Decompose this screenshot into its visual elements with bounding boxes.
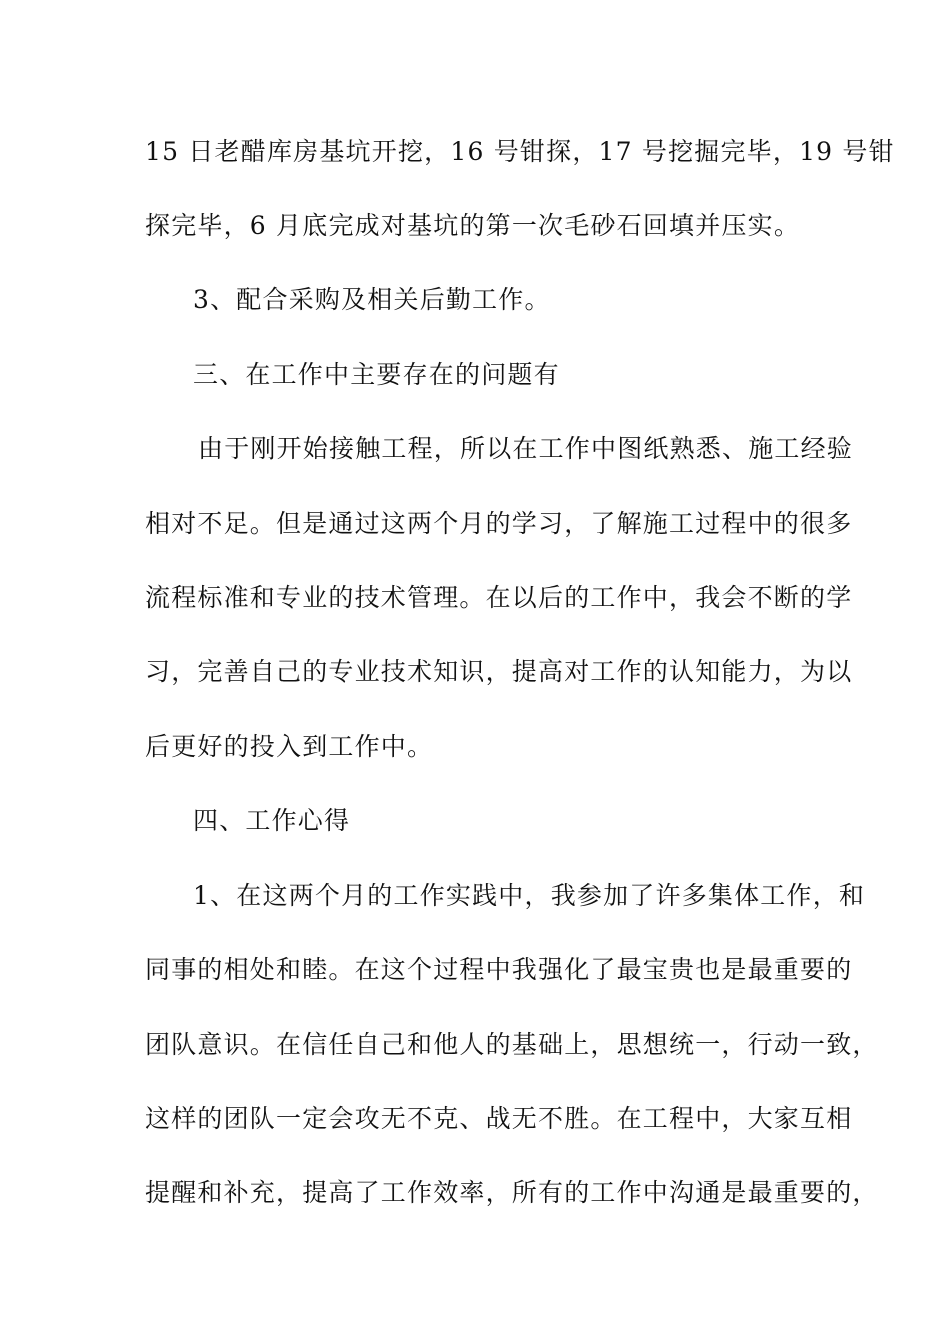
text-line: 同事的相处和睦。在这个过程中我强化了最宝贵也是最重要的 [145, 955, 853, 984]
text-line: 1、在这两个月的工作实践中，我参加了许多集体工作，和 [193, 881, 866, 910]
text-line: 相对不足。但是通过这两个月的学习，了解施工过程中的很多 [145, 509, 853, 538]
text-line: 15 日老醋库房基坑开挖，16 号钳探，17 号挖掘完毕，19 号钳 [145, 137, 895, 166]
text-line: 这样的团队一定会攻无不克、战无不胜。在工程中，大家互相 [145, 1104, 853, 1133]
section-heading: 三、在工作中主要存在的问题有 [193, 360, 560, 389]
text-line: 团队意识。在信任自己和他人的基础上，思想统一，行动一致， [145, 1030, 879, 1059]
list-item: 3、配合采购及相关后勤工作。 [193, 285, 551, 314]
text-line: 由于刚开始接触工程，所以在工作中图纸熟悉、施工经验 [198, 434, 854, 463]
text-line: 习，完善自己的专业技术知识，提高对工作的认知能力，为以 [145, 657, 853, 686]
text-line: 提醒和补充，提高了工作效率，所有的工作中沟通是最重要的， [145, 1178, 879, 1207]
text-line: 探完毕，6 月底完成对基坑的第一次毛砂石回填并压实。 [145, 211, 801, 240]
text-line: 流程标准和专业的技术管理。在以后的工作中，我会不断的学 [145, 583, 853, 612]
section-heading: 四、工作心得 [193, 806, 351, 835]
text-line: 后更好的投入到工作中。 [145, 732, 434, 761]
